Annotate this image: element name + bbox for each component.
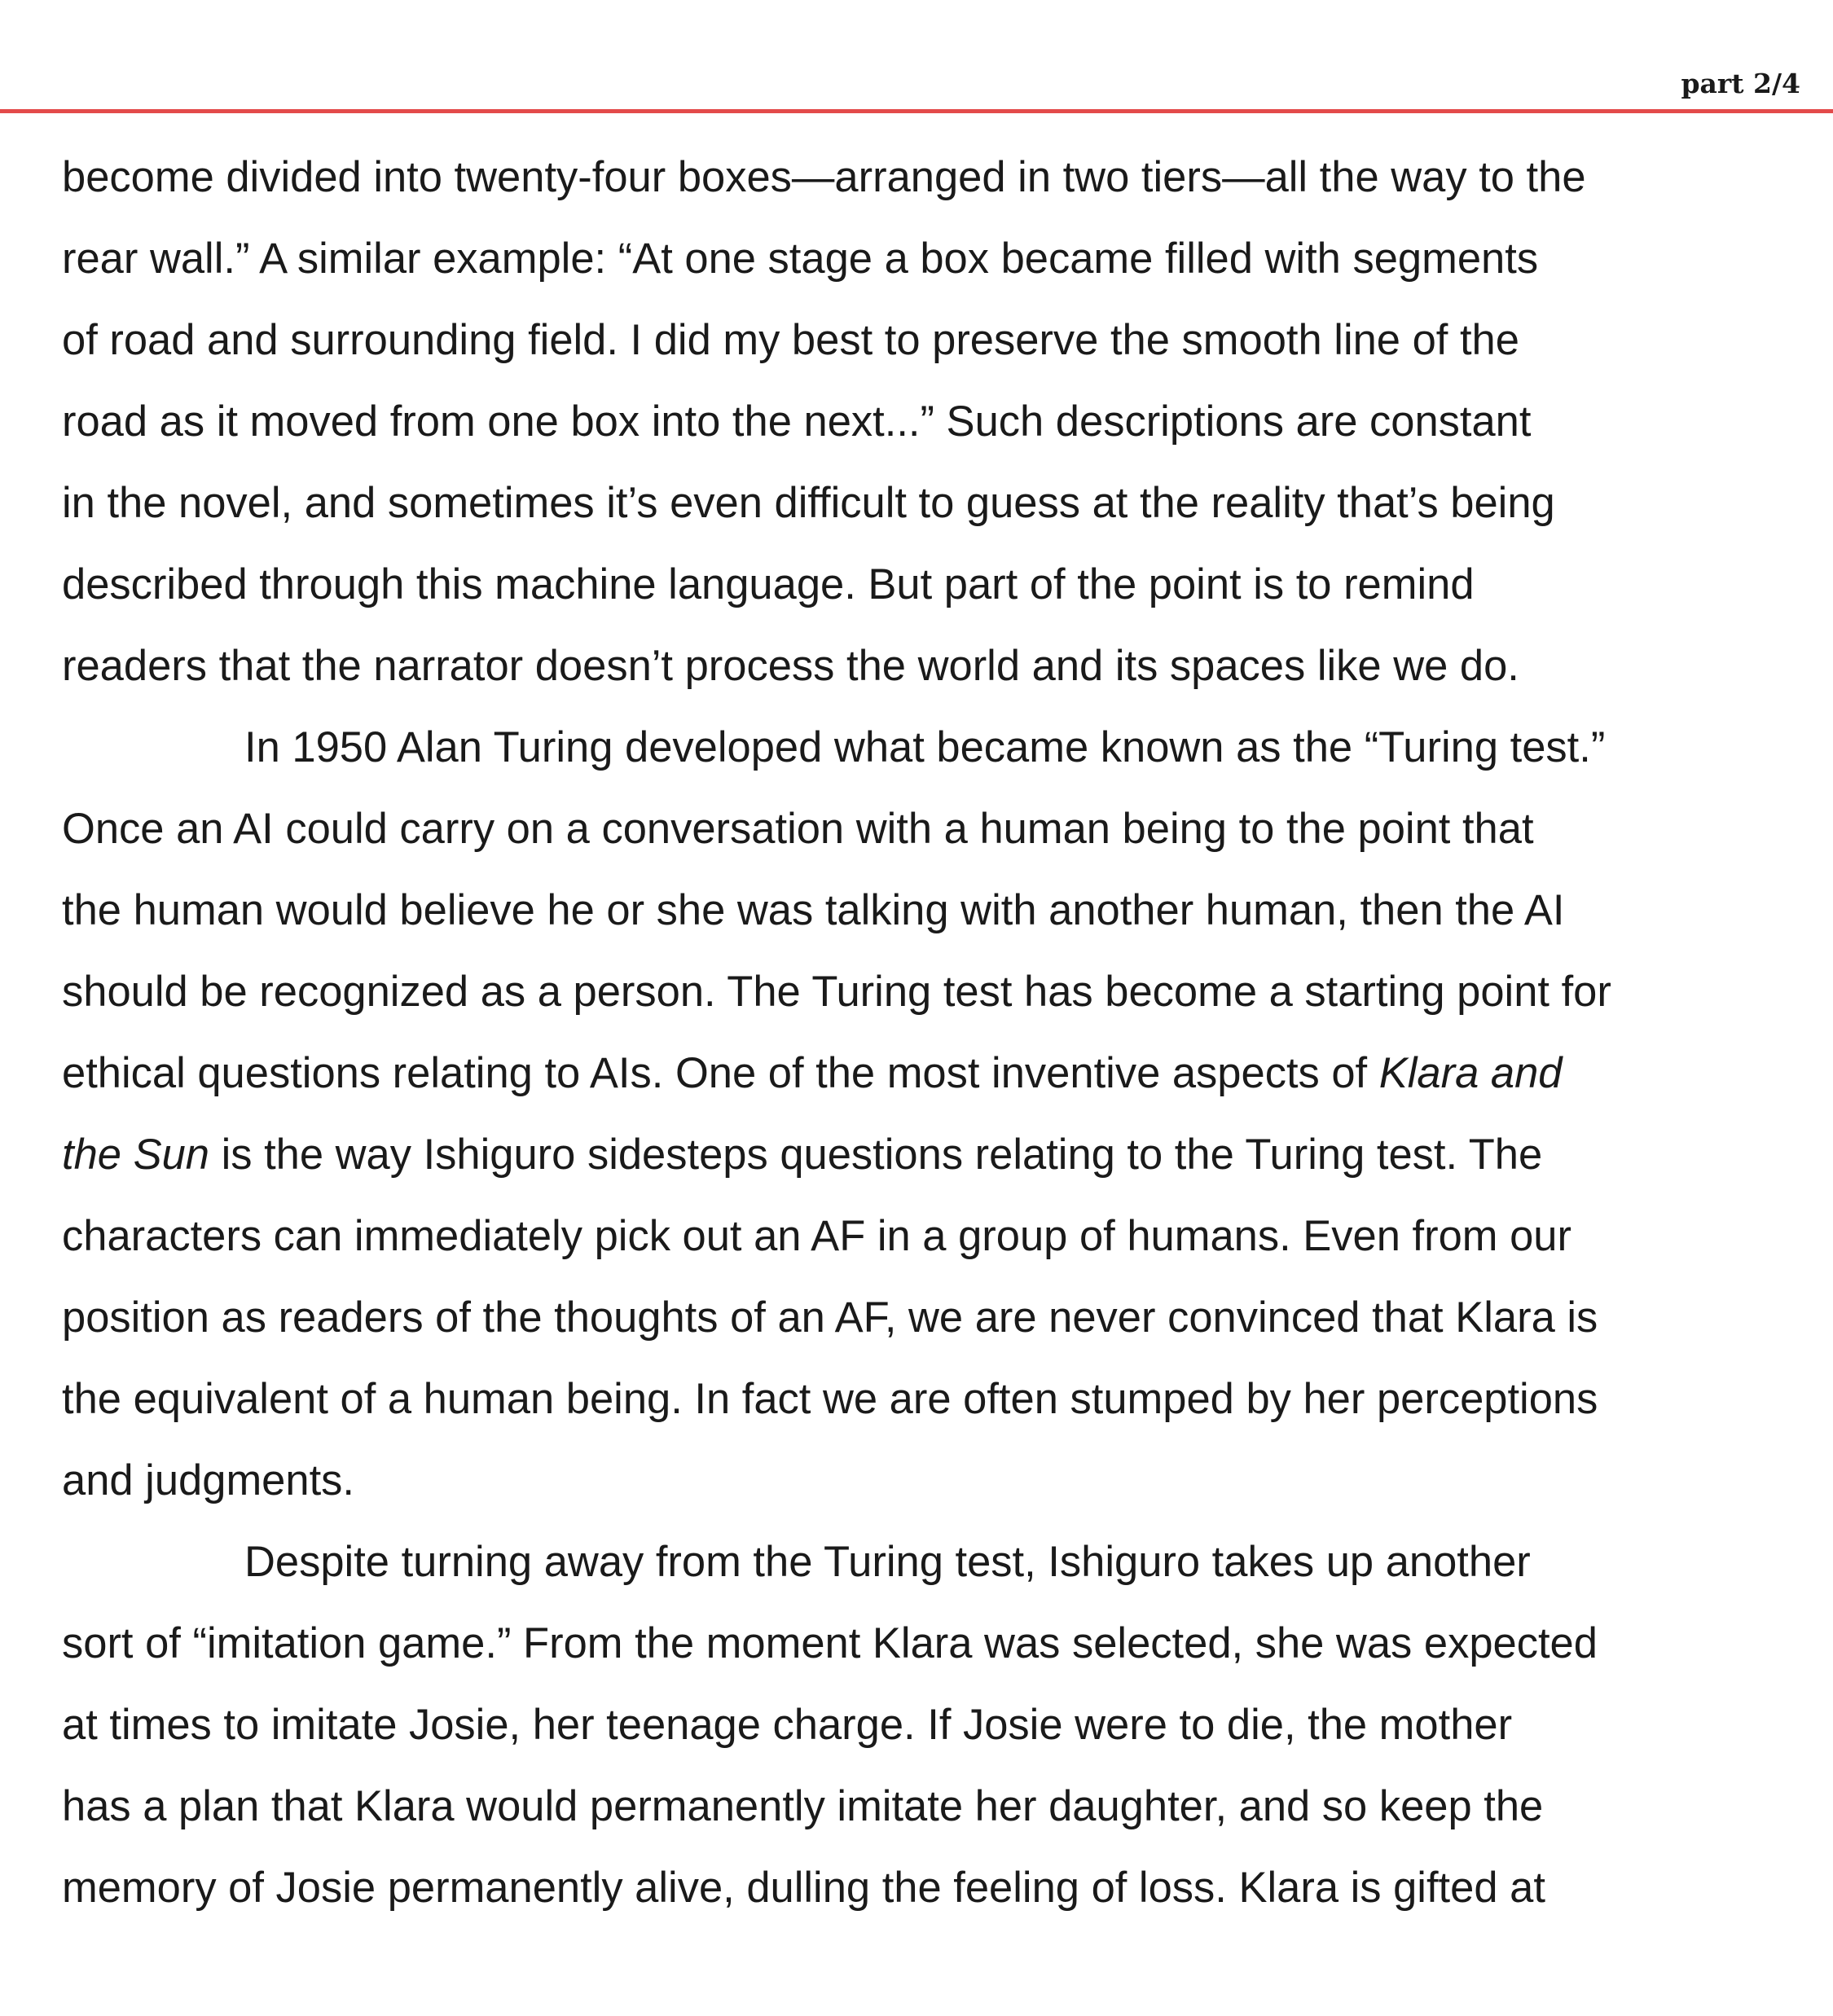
text-line: described through this machine language. But part of the point is to remind xyxy=(62,560,1475,608)
text-line: rear wall.” A similar example: “At one stage a box became filled with segments xyxy=(62,235,1539,283)
text-line: should be recognized as a person. The Turing test has become a starting point for xyxy=(62,968,1611,1016)
text-line: in the novel, and sometimes it’s even difficult to guess at the reality that’s being xyxy=(62,479,1555,527)
text-line xyxy=(62,1114,1781,1196)
text-line: the equivalent of a human being. In fact we are often stumped by her perceptions xyxy=(62,1375,1598,1423)
text-line xyxy=(62,1033,1781,1114)
paragraph-start-line: In 1950 Alan Turing developed what became known as the “Turing test.” xyxy=(244,723,1606,771)
part-label: part 2/4 xyxy=(1681,68,1800,99)
paragraph-start-line: Despite turning away from the Turing test, Ishiguro takes up another xyxy=(244,1538,1531,1586)
book-title-italic: Klara and xyxy=(1378,1049,1563,1097)
text-segment: ethical questions relating to AIs. One of the most inventive aspects of xyxy=(62,1049,1379,1097)
text-line: and judgments. xyxy=(62,1456,354,1504)
text-line: at times to imitate Josie, her teenage charge. If Josie were to die, the mother xyxy=(62,1701,1513,1749)
text-line: become divided into twenty-four boxes—arranged in two tiers—all the way to the xyxy=(62,153,1586,201)
essay-body xyxy=(62,137,1781,1929)
text-line: characters can immediately pick out an AF in a group of humans. Even from our xyxy=(62,1212,1571,1260)
text-line: road as it moved from one box into the next...” Such descriptions are constant xyxy=(62,397,1532,446)
text-line: position as readers of the thoughts of an AF, we are never convinced that Klara is xyxy=(62,1293,1598,1342)
text-segment: is the way Ishiguro sidesteps questions relating to the Turing test. The xyxy=(209,1131,1543,1179)
book-title-italic: the Sun xyxy=(62,1131,209,1179)
text-line: has a plan that Klara would permanently imitate her daughter, and so keep the xyxy=(62,1782,1544,1830)
header-rule xyxy=(0,109,1833,113)
text-line: sort of “imitation game.” From the moment Klara was selected, she was expected xyxy=(62,1619,1598,1667)
text-line: readers that the narrator doesn’t process the world and its spaces like we do. xyxy=(62,642,1519,690)
text-line: memory of Josie permanently alive, dulling the feeling of loss. Klara is gifted at xyxy=(62,1864,1545,1912)
text-line: Once an AI could carry on a conversation with a human being to the point that xyxy=(62,805,1534,853)
text-line: of road and surrounding field. I did my best to preserve the smooth line of the xyxy=(62,316,1519,364)
text-line: the human would believe he or she was talking with another human, then the AI xyxy=(62,886,1565,934)
